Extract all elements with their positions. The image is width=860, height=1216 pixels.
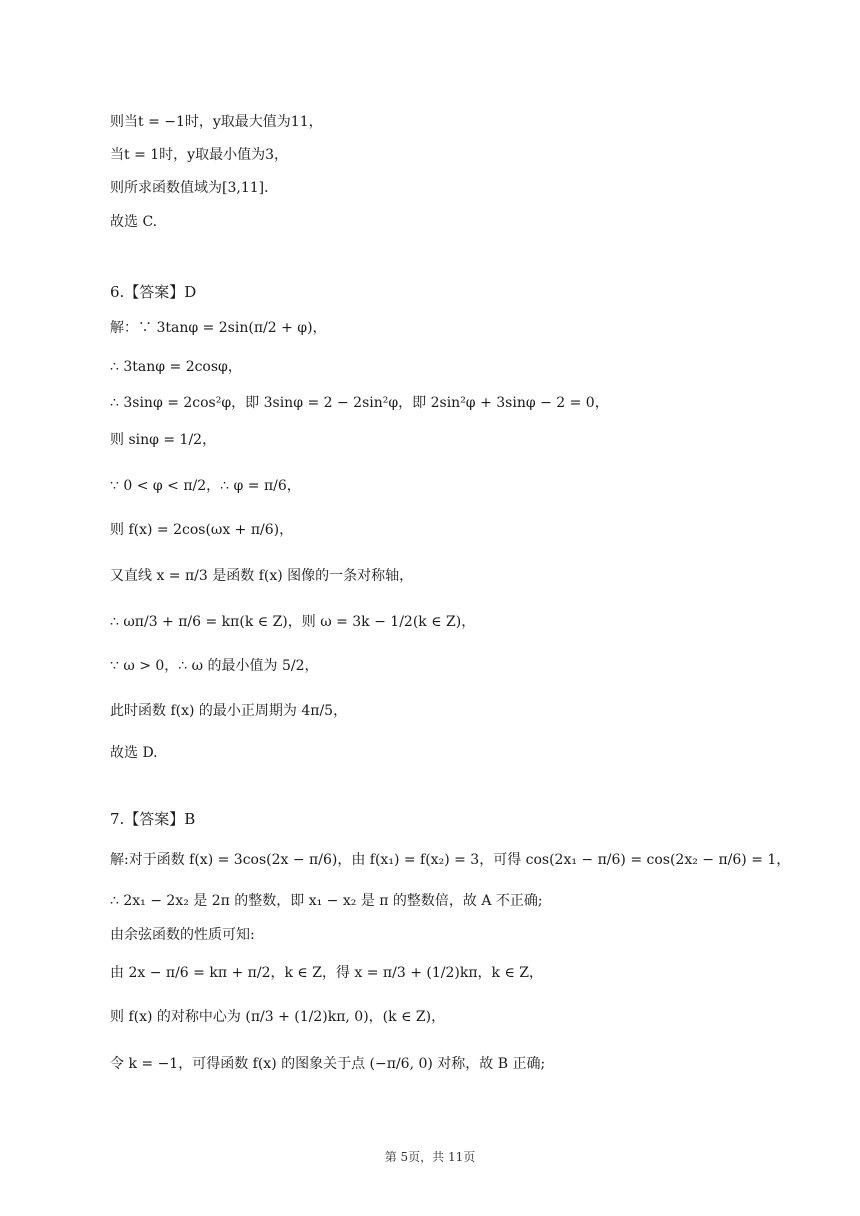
text-line: 则 f(x) = 2cos(ωx + π/6)， [110, 522, 294, 538]
text-line: ∵ 0 < φ < π/2，∴ φ = π/6， [110, 478, 301, 494]
text-line: ∵ ω > 0，∴ ω 的最小值为 5/2， [110, 658, 319, 674]
text-line: 故选 D. [110, 745, 158, 761]
text-line: 则所求函数值域为[3,11]． [110, 180, 279, 196]
text-line: 则 sinφ = 1/2， [110, 432, 217, 448]
text-line: ∴ 3tanφ = 2cosφ， [110, 359, 242, 375]
text-line: 解:对于函数 f(x) = 3cos(2x − π/6)，由 f(x₁) = f(x₂) = 3，可得 cos(2x₁ − π/6) = cos(2x₂ − π/6) = 1， [110, 852, 791, 868]
text-line: 令 k = −1，可得函数 f(x) 的图象关于点 (−π/6, 0) 对称，故 B 正确; [110, 1056, 546, 1072]
answer-heading: 6.【答案】D [110, 283, 197, 301]
text-line: 由余弦函数的性质可知: [110, 927, 255, 943]
text-line: 当t = 1时，y取最小值为3， [110, 147, 288, 163]
text-line: 则 f(x) 的对称中心为 (π/3 + (1/2)kπ, 0)，(k ∈ Z)， [110, 1009, 446, 1025]
page-footer: 第 5页，共 11页 [384, 1150, 476, 1164]
text-line: ∴ 2x₁ − 2x₂ 是 2π 的整数，即 x₁ − x₂ 是 π 的整数倍，故 A 不正确; [110, 893, 543, 909]
answer-heading: 7.【答案】B [110, 810, 196, 828]
text-line: 故选 C. [110, 214, 158, 230]
text-line: ∴ 3sinφ = 2cos²φ，即 3sinφ = 2 − 2sin²φ，即 2sin²φ + 3sinφ − 2 = 0， [110, 395, 609, 411]
text-line: 解：∵ 3tanφ = 2sin(π/2 + φ)， [110, 320, 327, 336]
text-line: 则当t = −1时，y取最大值为11， [110, 114, 323, 130]
text-line: 又直线 x = π/3 是函数 f(x) 图像的一条对称轴， [110, 568, 414, 584]
text-line: 此时函数 f(x) 的最小正周期为 4π/5， [110, 703, 348, 719]
text-line: ∴ ωπ/3 + π/6 = kπ(k ∈ Z)，则 ω = 3k − 1/2(k ∈ Z)， [110, 614, 476, 630]
text-line: 由 2x − π/6 = kπ + π/2，k ∈ Z，得 x = π/3 + (1/2)kπ，k ∈ Z， [110, 965, 544, 981]
